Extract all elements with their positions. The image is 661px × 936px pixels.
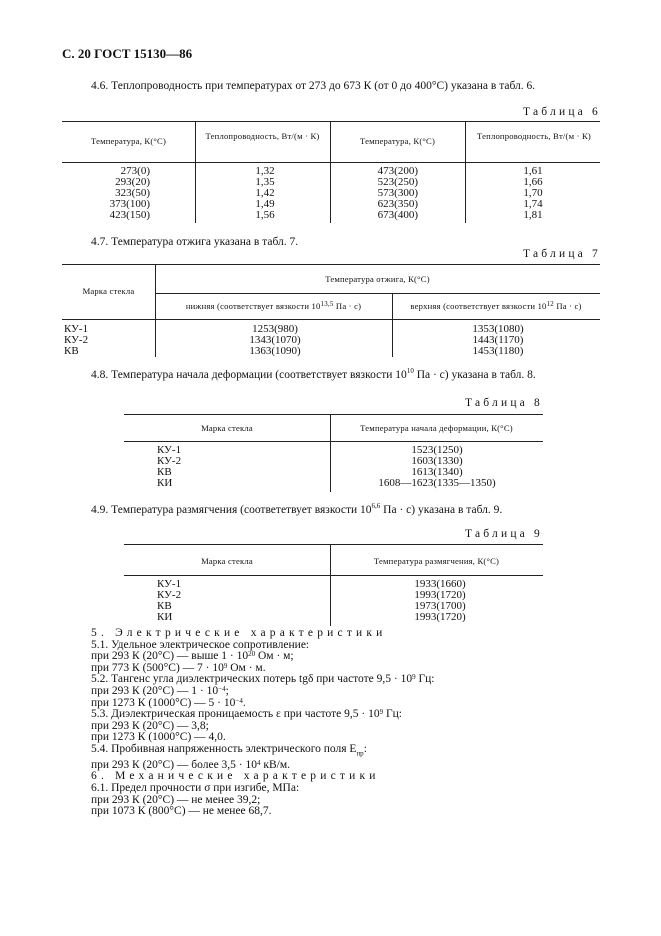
line-5-2-b: при 1273 К (1000°С) — $5 \cdot 10^{-4}$.: [91, 696, 246, 709]
table-7-header-low: нижняя (соответствует вязкости 10$^{13,5}$ Па · с): [185, 300, 362, 311]
section-6-title: 6. Механические характеристики: [91, 770, 380, 783]
table-cell: 1343(1070): [249, 334, 301, 346]
table-8-header-mark: Марка стекла: [201, 423, 253, 433]
table-9-caption: Таблица 9: [465, 528, 543, 540]
table-9-col-mark: [157, 579, 181, 623]
table-cell: 673(400): [377, 209, 418, 221]
line-6-1-a: при 293 К (20°С) — не менее 39,2;: [91, 793, 261, 806]
table-cell: 1,81: [523, 209, 543, 221]
table-cell: 1523(1250): [411, 444, 463, 456]
table-8-col-mark: [157, 445, 181, 489]
line-5-3-a: при 293 К (20°С) — 3,8;: [91, 719, 209, 732]
table-cell: 1608—1623(1335—1350): [378, 477, 496, 489]
table-cell: 1353(1080): [472, 323, 524, 335]
table-7-header-mark: Марка стекла: [82, 286, 135, 296]
table-6-caption: Таблица 6: [523, 106, 601, 118]
table-8-header-temp: Температура начала деформации, К(°С): [360, 423, 513, 433]
line-5-1: 5.1. Удельное электрическое сопротивление:: [91, 638, 310, 651]
table-cell: 473(200): [377, 165, 418, 177]
table-7-header-temp: Температура отжига, К(°С): [325, 274, 430, 284]
table-6-header-cond-1: Теплопроводность, Вт/(м · К): [205, 131, 320, 141]
table-7-header-up: верхняя (соответствует вязкости $10^{12}$ Па · с): [410, 300, 582, 311]
table-cell: КУ-2: [64, 334, 89, 346]
table-9-header-mark: Марка стекла: [201, 556, 253, 566]
table-cell: 1,42: [255, 187, 275, 199]
table-cell: 273(0): [120, 165, 150, 177]
table-cell: КВ: [157, 466, 172, 478]
table-8-col-temp: [352, 445, 522, 489]
line-5-2: 5.2. Тангенс угла диэлектрических потерь tgδ при частоте $9,5 \cdot 10^9$ Гц:: [91, 673, 435, 686]
table-cell: КИ: [157, 477, 173, 489]
table-cell: 1973(1700): [414, 600, 466, 612]
table-cell: 423(150): [109, 209, 150, 221]
table-7-col-low: [235, 324, 315, 357]
table-cell: 1,35: [255, 176, 275, 188]
table-cell: 1453(1180): [472, 345, 524, 357]
table-cell: КВ: [64, 345, 79, 357]
section-5: [91, 628, 434, 818]
table-cell: КУ-2: [157, 455, 182, 467]
table-cell: 1253(980): [252, 323, 298, 335]
table-cell: 1,70: [523, 187, 543, 199]
line-5-3: 5.3. Диэлектрическая проницаемость ε при частоте $9,5 \cdot 10^9$ Гц:: [91, 708, 402, 721]
line-6-1-b: при 1073 К (800°С) — не менее 68,7.: [91, 805, 272, 818]
table-7-col-up: [453, 324, 543, 357]
table-cell: 1,49: [255, 198, 275, 210]
table-7-col-mark: [64, 324, 88, 357]
table-cell: КУ-1: [64, 323, 89, 335]
table-cell: 1613(1340): [411, 466, 463, 478]
table-cell: 523(250): [377, 176, 418, 188]
table-cell: 1,66: [523, 176, 543, 188]
table-cell: 323(50): [115, 187, 150, 199]
table-6-col-temp-2: [330, 166, 418, 221]
table-cell: 1993(1720): [414, 611, 466, 623]
table-cell: 1933(1660): [414, 578, 466, 590]
table-cell: 1363(1090): [249, 345, 301, 357]
table-6-col-temp-1: [62, 166, 150, 221]
line-5-3-b: при 1273 К (1000°С) — 4,0.: [91, 731, 226, 744]
table-cell: 1,61: [523, 165, 543, 177]
section-5-title: 5. Электрические характеристики: [91, 627, 387, 639]
table-cell: КВ: [157, 600, 172, 612]
paragraph-4-9: 4.9. Температура размягчения (соответетвует вязкости 10$^{6,6}$ Па · с) указана в табл. 9.: [91, 502, 503, 516]
table-6-col-cond-2: [508, 166, 558, 221]
table-cell: КУ-1: [157, 578, 182, 590]
table-cell: КУ-2: [157, 589, 182, 601]
table-6-col-cond-1: [240, 166, 290, 221]
table-cell: 1443(1170): [472, 334, 524, 346]
table-cell: 293(20): [115, 176, 150, 188]
table-cell: 1,32: [255, 165, 275, 177]
table-cell: 1603(1330): [411, 455, 463, 467]
table-cell: 1993(1720): [414, 589, 466, 601]
line-5-4: 5.4. Пробивная напряженность электрического поля $E_{пр}$:: [91, 742, 367, 758]
table-9-col-temp: [395, 579, 485, 623]
table-cell: 1,56: [255, 209, 275, 221]
line-5-1-b: при 773 К (500°С) — $7 \cdot 10^9$ Ом · м.: [91, 661, 266, 674]
table-6-header-temp-2: Температура, К(°С): [359, 136, 436, 146]
line-5-4-a: при 293 К (20°С) — более $3,5 \cdot 10^4$ кВ/м.: [91, 758, 290, 771]
table-cell: КУ-1: [157, 444, 182, 456]
line-5-2-a: при 293 К (20°С) — $1 \cdot 10^{-4}$;: [91, 684, 229, 697]
table-7-caption: Таблица 7: [523, 248, 601, 260]
table-8-caption: Таблица 8: [465, 397, 543, 409]
paragraph-4-6: 4.6. Теплопроводность при температурах от 273 до 673 К (от 0 до 400°С) указана в табл. 6.: [91, 80, 536, 92]
paragraph-4-8: 4.8. Температура начала деформации (соответствует вязкости $10^{10}$ Па · с) указана в табл. 8.: [91, 367, 536, 381]
line-5-1-a: при 293 К (20°С) — выше $1 \cdot 10^{20}$ Ом · м;: [91, 650, 294, 663]
table-9-header-temp: Температура размягчения, К(°С): [373, 556, 500, 566]
table-cell: 623(350): [377, 198, 418, 210]
paragraph-4-7: 4.7. Температура отжига указана в табл. 7.: [91, 236, 299, 248]
table-6-header-temp-1: Температура, К(°С): [90, 136, 167, 146]
table-cell: 1,74: [523, 198, 543, 210]
page-header: С. 20 ГОСТ 15130—86: [62, 46, 193, 61]
table-cell: 573(300): [377, 187, 418, 199]
table-cell: 373(100): [109, 198, 150, 210]
table-6-header-cond-2: Теплопроводность, Вт/(м · К): [477, 131, 591, 141]
table-cell: КИ: [157, 611, 173, 623]
line-6-1: 6.1. Предел прочности σ при изгибе, МПа:: [91, 782, 300, 795]
